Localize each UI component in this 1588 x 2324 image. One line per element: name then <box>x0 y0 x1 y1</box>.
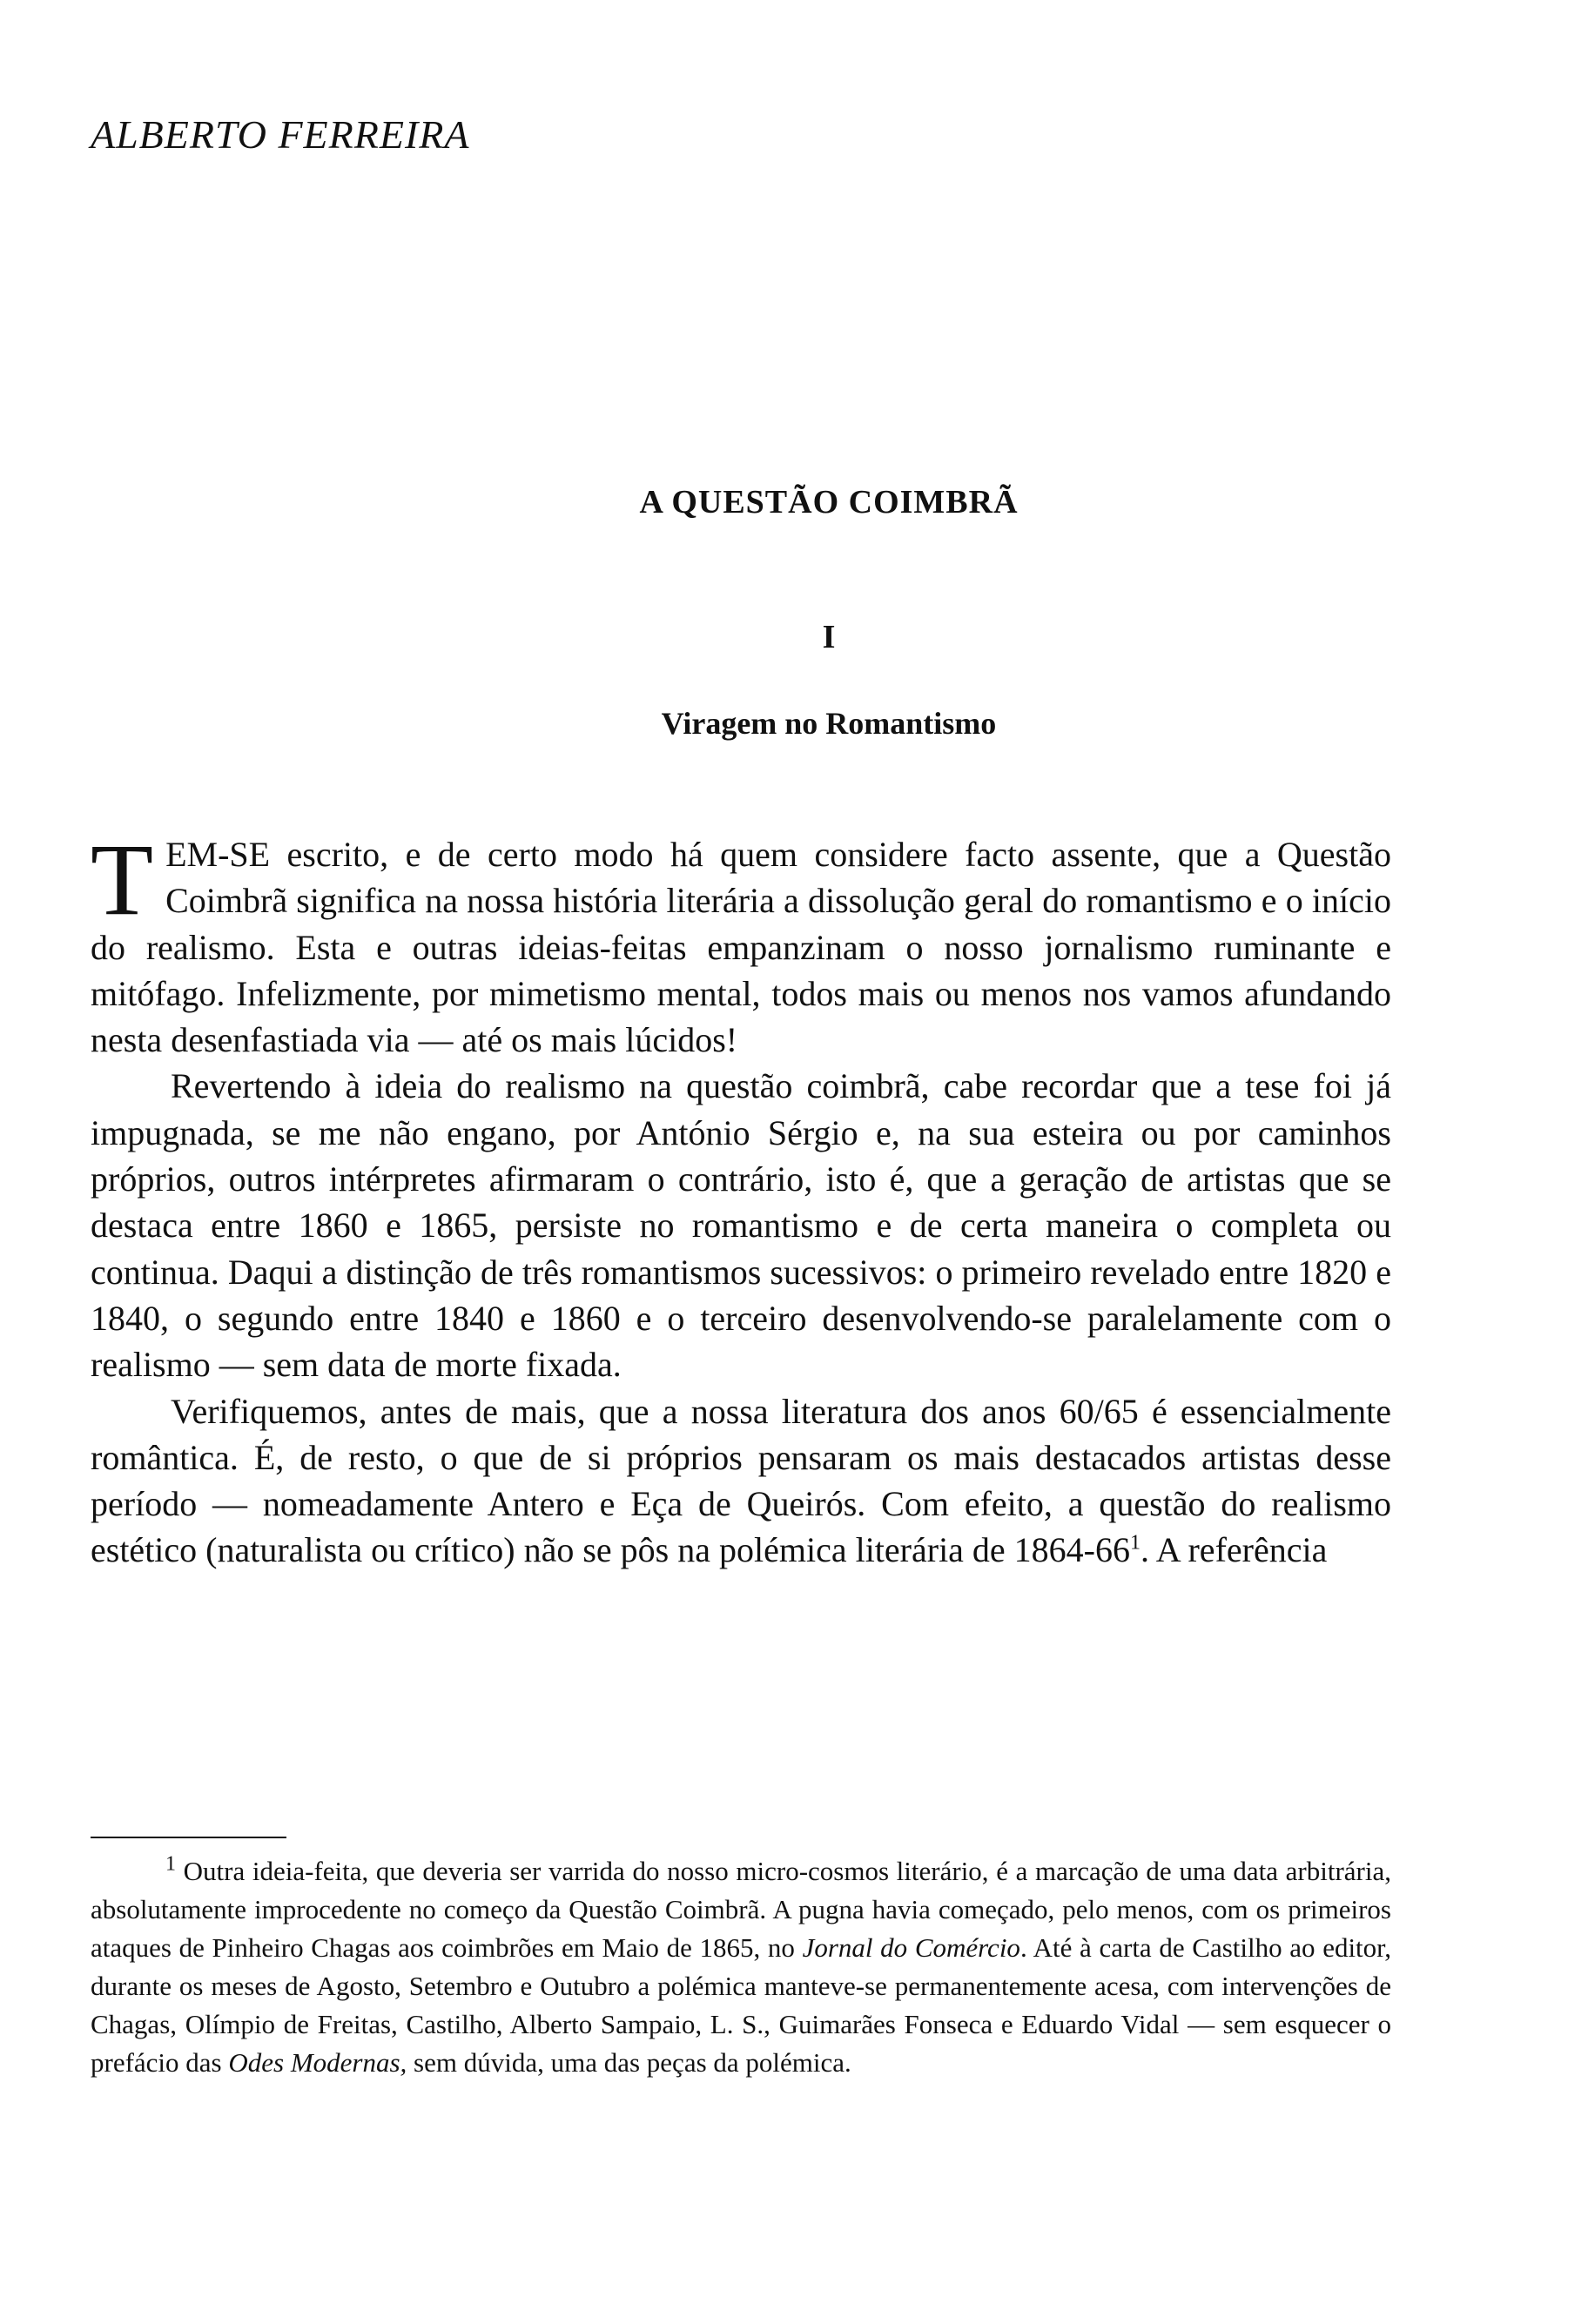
body-text <box>91 823 1391 1574</box>
footnote-divider <box>91 1837 286 1838</box>
footnote-text-c: sem dúvida, uma das peças da polémica. <box>407 2047 851 2078</box>
paragraph-3-end: . A referência <box>1141 1530 1328 1570</box>
footnote-reference: 1 <box>1130 1532 1141 1555</box>
footnote-marker: 1 <box>165 1852 176 1876</box>
footnote-text-b: . Até à carta de Castilho ao editor, durante os meses de Agosto, Setembro e Outubro a polémica manteve-se permanentemente acesa, com intervenções de Chagas, Olímpio de Freitas, Castilho, Alberto Sampaio, L. S., Guimarães Fonseca e Eduardo Vidal — sem esquecer o prefácio das <box>91 1932 1392 2078</box>
paragraph-3-text: Verifiquemos, antes de mais, que a nossa literatura dos anos 60/65 é essencialmente romântica. É, de resto, o que de si próprios pensaram os mais destacados artistas desse período — nomeadamente Antero e Eça de Queirós. Com efeito, a questão do realismo estético (naturalista ou crítico) não se pôs na polémica literária de 1864-66 <box>91 1391 1391 1570</box>
chapter-title: A QUESTÃO COIMBRÃ <box>639 484 1019 521</box>
footnote-text-a: Outra ideia-feita, que deveria ser varrida do nosso micro-cosmos literário, é a marcação de uma data arbitrária, absolutamente improcedente no começo da Questão Coimbrã. A pugna havia começado, pelo menos, com os primeiros ataques de Pinheiro Chagas aos coimbrões em Maio de 1865, no <box>91 1856 1391 1963</box>
running-head: ALBERTO FERREIRA <box>91 112 470 157</box>
drop-cap: T <box>91 823 154 937</box>
section-number: I <box>822 619 836 655</box>
footnote-title-odes: Odes Modernas, <box>228 2047 407 2078</box>
section-subtitle: Viragem no Romantismo <box>661 706 997 741</box>
paragraph-1 <box>91 823 1391 1063</box>
paragraph-3 <box>91 1388 1391 1574</box>
footnote-title-jornal: Jornal do Comércio <box>802 1932 1020 1963</box>
paragraph-2: Revertendo à ideia do realismo na questão coimbrã, cabe recordar que a tese foi já impugnada, se me não engano, por António Sérgio e, na sua esteira ou por caminhos próprios, outros intérpretes afirmaram o contrário, isto é, que a geração de artistas que se destaca entre 1860 e 1865, persiste no romantismo e de certa maneira o completa ou continua. Daqui a distinção de três romantismos sucessivos: o primeiro revelado entre 1820 e 1840, o segundo entre 1840 e 1860 e o terceiro desenvolvendo-se paralelamente com o realismo — sem data de morte fixada. <box>91 1066 1391 1385</box>
paragraph-1-text: EM-SE escrito, e de certo modo há quem considere facto assente, que a Questão Coimbrã significa na nossa história literária a dissolução geral do romantismo e o início do realismo. Esta e outras ideias-feitas empanzinam o nosso jornalismo ruminante e mitófago. Infelizmente, por mimetismo mental, todos mais ou menos nos vamos afundando nesta desenfastiada via — até os mais lúcidos! <box>91 835 1391 1060</box>
footnote-1 <box>91 1852 1391 2082</box>
